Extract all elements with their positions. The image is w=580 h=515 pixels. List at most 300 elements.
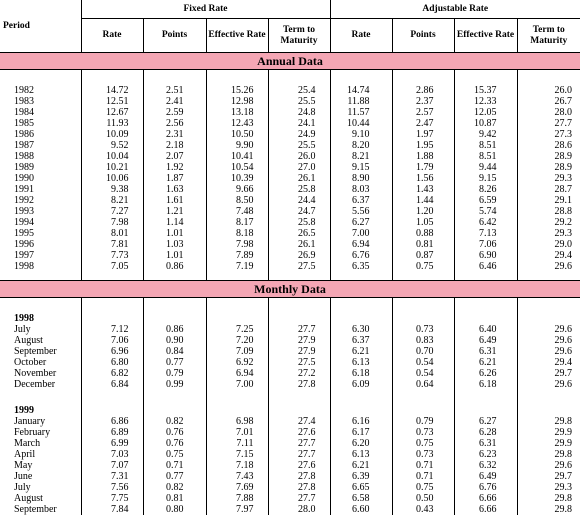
adjustable-term-cell: 29.6 xyxy=(554,460,573,471)
fixed-effective-rate-cell: 8.18 xyxy=(206,228,268,239)
adjustable-term-cell: 29.1 xyxy=(554,195,573,206)
fixed-term-cell: 26.1 xyxy=(268,173,330,184)
adjustable-effective-rate-cell: 6.59 xyxy=(454,195,517,206)
adjustable-term-column-header: Term to Maturity xyxy=(530,24,568,46)
adjustable-effective-rate-cell: 6.23 xyxy=(454,449,517,460)
adjustable-points-cell: 0.71 xyxy=(392,471,454,482)
adjustable-rate-cell: 8.20 xyxy=(330,140,392,151)
adjustable-term-cell: 29.8 xyxy=(554,416,573,427)
fixed-effective-rate-cell: 7.69 xyxy=(206,482,268,493)
fixed-points-cell: 0.82 xyxy=(143,416,206,427)
table-row xyxy=(0,173,580,184)
adjustable-effective-rate-cell: 12.05 xyxy=(454,107,517,118)
fixed-rate-cell: 6.96 xyxy=(81,346,143,357)
fixed-points-cell: 0.82 xyxy=(143,482,206,493)
spacer-cell xyxy=(206,313,268,324)
fixed-effective-rate-cell: 7.20 xyxy=(206,335,268,346)
period-cell: March xyxy=(0,438,81,449)
fixed-points-cell: 2.59 xyxy=(143,107,206,118)
fixed-points-cell: 0.81 xyxy=(143,493,206,504)
adjustable-term-cell: 28.0 xyxy=(554,107,573,118)
fixed-term-cell: 27.4 xyxy=(268,416,330,427)
adjustable-points-cell: 2.57 xyxy=(392,107,454,118)
adjustable-term-cell: 28.9 xyxy=(554,162,573,173)
adjustable-effective-rate-cell: 5.74 xyxy=(454,206,517,217)
fixed-rate-cell: 6.86 xyxy=(81,416,143,427)
adjustable-points-cell: 1.05 xyxy=(392,217,454,228)
adjustable-points-cell: 0.73 xyxy=(392,427,454,438)
spacer-cell xyxy=(454,298,517,314)
fixed-term-cell: 26.1 xyxy=(268,239,330,250)
adjustable-points-cell: 1.43 xyxy=(392,184,454,195)
fixed-rate-cell: 8.21 xyxy=(81,195,143,206)
adjustable-rate-cell: 6.94 xyxy=(330,239,392,250)
adjustable-rate-cell: 6.16 xyxy=(330,416,392,427)
table-row xyxy=(0,228,580,239)
adjustable-term-cell: 26.7 xyxy=(554,96,573,107)
fixed-term-cell: 24.9 xyxy=(268,129,330,140)
adjustable-points-cell: 2.47 xyxy=(392,118,454,129)
adjustable-points-cell: 0.75 xyxy=(392,482,454,493)
spacer-cell xyxy=(268,70,330,86)
fixed-points-cell: 2.51 xyxy=(143,85,206,96)
table-row xyxy=(0,438,580,449)
adjustable-term-cell: 28.7 xyxy=(554,184,573,195)
fixed-term-cell: 25.5 xyxy=(268,140,330,151)
table-row xyxy=(0,504,580,515)
group-header-row xyxy=(0,0,580,19)
period-cell: October xyxy=(0,357,81,368)
period-cell: 1989 xyxy=(0,162,81,173)
fixed-effective-rate-cell: 7.25 xyxy=(206,324,268,335)
period-cell: 1982 xyxy=(0,85,81,96)
spacer-cell xyxy=(206,272,268,281)
spacer-cell xyxy=(143,298,206,314)
fixed-effective-rate-cell: 7.88 xyxy=(206,493,268,504)
fixed-points-cell: 2.41 xyxy=(143,96,206,107)
fixed-points-cell: 0.80 xyxy=(143,504,206,515)
adjustable-points-cell: 2.37 xyxy=(392,96,454,107)
table-row xyxy=(0,206,580,217)
adjustable-effective-rate-cell: 9.15 xyxy=(454,173,517,184)
adjustable-effective-rate-cell: 6.66 xyxy=(454,493,517,504)
table-row xyxy=(0,379,580,390)
spacer-cell xyxy=(268,313,330,324)
spacer-cell xyxy=(392,313,454,324)
adjustable-effective-rate-cell: 6.49 xyxy=(454,471,517,482)
spacer-cell xyxy=(330,272,392,281)
year-label: 1998 xyxy=(0,313,81,324)
spacer-cell xyxy=(268,272,330,281)
adjustable-term-cell: 27.7 xyxy=(554,118,573,129)
adjustable-points-cell: 1.88 xyxy=(392,151,454,162)
table-row xyxy=(0,96,580,107)
period-cell: December xyxy=(0,379,81,390)
spacer-cell xyxy=(268,390,330,405)
adjustable-points-cell: 0.81 xyxy=(392,239,454,250)
adjustable-points-cell: 0.73 xyxy=(392,324,454,335)
spacer-cell xyxy=(143,272,206,281)
adjustable-points-cell: 2.86 xyxy=(392,85,454,96)
adjustable-rate-cell: 8.21 xyxy=(330,151,392,162)
adjustable-effective-rate-cell: 6.40 xyxy=(454,324,517,335)
fixed-term-cell: 27.7 xyxy=(268,493,330,504)
period-cell: 1992 xyxy=(0,195,81,206)
fixed-effective-rate-cell: 10.54 xyxy=(206,162,268,173)
fixed-points-cell: 0.76 xyxy=(143,438,206,449)
adjustable-effective-rate-cell: 6.27 xyxy=(454,416,517,427)
table-row xyxy=(0,85,580,96)
fixed-effective-rate-cell: 7.43 xyxy=(206,471,268,482)
fixed-effective-rate-cell: 8.50 xyxy=(206,195,268,206)
fixed-points-cell: 1.61 xyxy=(143,195,206,206)
adjustable-term-cell: 29.9 xyxy=(554,438,573,449)
adjustable-points-cell: 1.20 xyxy=(392,206,454,217)
fixed-rate-cell: 10.21 xyxy=(81,162,143,173)
fixed-points-cell: 2.56 xyxy=(143,118,206,129)
fixed-rate-cell: 14.72 xyxy=(81,85,143,96)
fixed-term-cell: 25.4 xyxy=(268,85,330,96)
fixed-rate-cell: 10.04 xyxy=(81,151,143,162)
adjustable-term-cell: 29.6 xyxy=(554,335,573,346)
fixed-effective-rate-cell: 7.89 xyxy=(206,250,268,261)
fixed-term-cell: 26.5 xyxy=(268,228,330,239)
adjustable-rate-cell: 6.09 xyxy=(330,379,392,390)
fixed-term-cell: 27.5 xyxy=(268,357,330,368)
fixed-term-cell: 27.0 xyxy=(268,162,330,173)
fixed-points-cell: 1.01 xyxy=(143,250,206,261)
period-cell: 1987 xyxy=(0,140,81,151)
fixed-rate-cell: 7.06 xyxy=(81,335,143,346)
spacer-cell xyxy=(517,313,580,324)
fixed-rate-cell: 6.82 xyxy=(81,368,143,379)
year-label-row xyxy=(0,405,580,416)
table-row xyxy=(0,162,580,173)
monthly-data-label: Monthly Data xyxy=(0,281,580,298)
spacer-cell xyxy=(206,390,268,405)
period-cell: November xyxy=(0,368,81,379)
spacer-cell xyxy=(517,298,580,314)
adjustable-rate-cell: 6.13 xyxy=(330,357,392,368)
spacer-cell xyxy=(392,390,454,405)
fixed-effective-rate-cell: 9.66 xyxy=(206,184,268,195)
adjustable-points-cell: 0.75 xyxy=(392,261,454,272)
adjustable-rate-cell: 11.88 xyxy=(330,96,392,107)
fixed-rate-cell: 6.80 xyxy=(81,357,143,368)
adjustable-points-cell: 0.50 xyxy=(392,493,454,504)
fixed-points-cell: 0.76 xyxy=(143,427,206,438)
adjustable-points-cell: 1.97 xyxy=(392,129,454,140)
adjustable-points-cell: 0.73 xyxy=(392,449,454,460)
period-cell: 1983 xyxy=(0,96,81,107)
table-row xyxy=(0,471,580,482)
fixed-effective-rate-cell: 8.17 xyxy=(206,217,268,228)
spacer-cell xyxy=(81,313,143,324)
fixed-effective-rate-cell: 7.01 xyxy=(206,427,268,438)
spacer-cell xyxy=(0,390,81,405)
fixed-term-cell: 27.7 xyxy=(268,449,330,460)
adjustable-term-cell: 28.8 xyxy=(554,206,573,217)
spacer-cell xyxy=(454,70,517,86)
period-cell: 1984 xyxy=(0,107,81,118)
period-cell: 1995 xyxy=(0,228,81,239)
adjustable-points-cell: 0.79 xyxy=(392,416,454,427)
period-cell: 1997 xyxy=(0,250,81,261)
fixed-points-cell: 0.90 xyxy=(143,335,206,346)
period-cell: 1998 xyxy=(0,261,81,272)
table-row xyxy=(0,140,580,151)
table-row xyxy=(0,118,580,129)
spacer-cell xyxy=(392,405,454,416)
fixed-rate-cell: 7.31 xyxy=(81,471,143,482)
fixed-rate-cell: 9.52 xyxy=(81,140,143,151)
adjustable-effective-rate-cell: 8.51 xyxy=(454,151,517,162)
fixed-term-cell: 24.1 xyxy=(268,118,330,129)
fixed-rate-cell: 6.89 xyxy=(81,427,143,438)
adjustable-term-cell: 29.7 xyxy=(554,471,573,482)
fixed-rate-cell: 7.07 xyxy=(81,460,143,471)
adjustable-points-cell: 0.54 xyxy=(392,368,454,379)
period-cell: July xyxy=(0,482,81,493)
fixed-effective-rate-cell: 10.50 xyxy=(206,129,268,140)
table-row xyxy=(0,107,580,118)
fixed-rate-cell: 11.93 xyxy=(81,118,143,129)
adjustable-rate-cell: 6.30 xyxy=(330,324,392,335)
adjustable-effective-rate-cell: 6.18 xyxy=(454,379,517,390)
table-row xyxy=(0,346,580,357)
adjustable-rate-cell: 6.37 xyxy=(330,335,392,346)
fixed-term-cell: 28.0 xyxy=(268,504,330,515)
spacer-row xyxy=(0,298,580,314)
adjustable-term-cell: 27.3 xyxy=(554,129,573,140)
fixed-effective-rate-cell: 13.18 xyxy=(206,107,268,118)
adjustable-term-cell: 29.4 xyxy=(554,250,573,261)
fixed-points-cell: 0.86 xyxy=(143,324,206,335)
spacer-cell xyxy=(454,313,517,324)
table-row xyxy=(0,449,580,460)
fixed-rate-cell: 12.51 xyxy=(81,96,143,107)
table-row xyxy=(0,151,580,162)
adjustable-term-cell: 26.0 xyxy=(554,85,573,96)
fixed-points-cell: 1.14 xyxy=(143,217,206,228)
adjustable-term-cell: 29.0 xyxy=(554,239,573,250)
adjustable-points-cell: 0.88 xyxy=(392,228,454,239)
table-row xyxy=(0,427,580,438)
adjustable-effective-rate-column-header: Effective Rate xyxy=(454,19,517,53)
year-label-row xyxy=(0,313,580,324)
adjustable-rate-cell: 7.00 xyxy=(330,228,392,239)
fixed-effective-rate-cell: 15.26 xyxy=(206,85,268,96)
adjustable-points-cell: 1.95 xyxy=(392,140,454,151)
period-cell: April xyxy=(0,449,81,460)
fixed-rate-cell: 6.84 xyxy=(81,379,143,390)
table-row xyxy=(0,357,580,368)
adjustable-points-cell: 0.75 xyxy=(392,438,454,449)
fixed-effective-rate-cell: 7.09 xyxy=(206,346,268,357)
period-cell: August xyxy=(0,493,81,504)
adjustable-points-cell: 1.79 xyxy=(392,162,454,173)
adjustable-points-column-header: Points xyxy=(392,19,454,53)
adjustable-rate-cell: 8.03 xyxy=(330,184,392,195)
fixed-rate-cell: 7.73 xyxy=(81,250,143,261)
fixed-points-cell: 0.77 xyxy=(143,471,206,482)
adjustable-rate-cell: 6.35 xyxy=(330,261,392,272)
fixed-effective-rate-cell: 7.15 xyxy=(206,449,268,460)
fixed-rate-cell: 7.56 xyxy=(81,482,143,493)
annual-data-section-header xyxy=(0,53,580,70)
fixed-term-cell: 27.9 xyxy=(268,346,330,357)
monthly-data-section-header xyxy=(0,281,580,298)
spacer-cell xyxy=(330,298,392,314)
spacer-cell xyxy=(206,70,268,86)
fixed-points-cell: 1.21 xyxy=(143,206,206,217)
fixed-points-cell: 1.01 xyxy=(143,228,206,239)
fixed-term-cell: 25.8 xyxy=(268,184,330,195)
adjustable-term-cell: 29.7 xyxy=(554,368,573,379)
adjustable-effective-rate-cell: 6.76 xyxy=(454,482,517,493)
spacer-row xyxy=(0,390,580,405)
adjustable-points-cell: 1.44 xyxy=(392,195,454,206)
period-cell: May xyxy=(0,460,81,471)
spacer-cell xyxy=(454,272,517,281)
fixed-term-column-header: Term to Maturity xyxy=(268,19,330,53)
spacer-cell xyxy=(206,298,268,314)
adjustable-rate-cell: 10.44 xyxy=(330,118,392,129)
adjustable-points-cell: 0.43 xyxy=(392,504,454,515)
table-row xyxy=(0,195,580,206)
fixed-rate-cell: 7.12 xyxy=(81,324,143,335)
fixed-points-cell: 0.99 xyxy=(143,379,206,390)
adjustable-effective-rate-cell: 6.21 xyxy=(454,357,517,368)
table-row xyxy=(0,482,580,493)
fixed-points-cell: 0.77 xyxy=(143,357,206,368)
annual-data-label: Annual Data xyxy=(0,53,580,70)
fixed-effective-rate-cell: 6.98 xyxy=(206,416,268,427)
adjustable-effective-rate-cell: 6.26 xyxy=(454,368,517,379)
spacer-cell xyxy=(330,70,392,86)
period-cell: August xyxy=(0,335,81,346)
period-cell: July xyxy=(0,324,81,335)
fixed-effective-rate-cell: 7.18 xyxy=(206,460,268,471)
adjustable-effective-rate-cell: 6.32 xyxy=(454,460,517,471)
adjustable-rate-cell: 6.18 xyxy=(330,368,392,379)
adjustable-rate-column-header: Rate xyxy=(330,19,392,53)
fixed-effective-rate-cell: 7.11 xyxy=(206,438,268,449)
fixed-term-cell: 27.6 xyxy=(268,460,330,471)
adjustable-effective-rate-cell: 12.33 xyxy=(454,96,517,107)
fixed-points-cell: 1.87 xyxy=(143,173,206,184)
period-column-header: Period xyxy=(0,0,81,53)
adjustable-rate-cell: 6.60 xyxy=(330,504,392,515)
table-row xyxy=(0,129,580,140)
period-cell: 1991 xyxy=(0,184,81,195)
adjustable-effective-rate-cell: 9.44 xyxy=(454,162,517,173)
fixed-effective-rate-cell: 10.39 xyxy=(206,173,268,184)
adjustable-effective-rate-cell: 6.90 xyxy=(454,250,517,261)
spacer-cell xyxy=(454,405,517,416)
fixed-rate-cell: 7.75 xyxy=(81,493,143,504)
period-cell: 1993 xyxy=(0,206,81,217)
adjustable-effective-rate-cell: 6.46 xyxy=(454,261,517,272)
spacer-cell xyxy=(143,313,206,324)
adjustable-effective-rate-cell: 9.42 xyxy=(454,129,517,140)
adjustable-effective-rate-cell: 6.31 xyxy=(454,438,517,449)
spacer-cell xyxy=(81,405,143,416)
period-cell: 1994 xyxy=(0,217,81,228)
fixed-points-column-header: Points xyxy=(143,19,206,53)
spacer-cell xyxy=(330,313,392,324)
spacer-cell xyxy=(81,70,143,86)
fixed-rate-cell: 7.84 xyxy=(81,504,143,515)
fixed-points-cell: 0.84 xyxy=(143,346,206,357)
period-cell: June xyxy=(0,471,81,482)
adjustable-term-cell: 29.4 xyxy=(554,357,573,368)
spacer-cell xyxy=(81,272,143,281)
adjustable-rate-cell: 6.58 xyxy=(330,493,392,504)
fixed-rate-cell: 12.67 xyxy=(81,107,143,118)
fixed-points-cell: 2.18 xyxy=(143,140,206,151)
adjustable-points-cell: 0.87 xyxy=(392,250,454,261)
fixed-rate-cell: 8.01 xyxy=(81,228,143,239)
adjustable-effective-rate-cell: 7.13 xyxy=(454,228,517,239)
fixed-points-cell: 0.71 xyxy=(143,460,206,471)
adjustable-term-cell: 29.8 xyxy=(554,504,573,515)
adjustable-rate-cell: 6.20 xyxy=(330,438,392,449)
fixed-effective-rate-cell: 7.48 xyxy=(206,206,268,217)
spacer-row xyxy=(0,272,580,281)
fixed-term-cell: 26.9 xyxy=(268,250,330,261)
adjustable-rate-cell: 6.21 xyxy=(330,460,392,471)
fixed-effective-rate-cell: 7.00 xyxy=(206,379,268,390)
adjustable-rate-cell: 6.39 xyxy=(330,471,392,482)
period-cell: 1990 xyxy=(0,173,81,184)
spacer-cell xyxy=(143,405,206,416)
fixed-points-cell: 0.75 xyxy=(143,449,206,460)
fixed-points-cell: 1.63 xyxy=(143,184,206,195)
spacer-cell xyxy=(392,272,454,281)
adjustable-rate-cell: 5.56 xyxy=(330,206,392,217)
fixed-rate-cell: 7.98 xyxy=(81,217,143,228)
adjustable-rate-group-header: Adjustable Rate xyxy=(330,0,580,19)
table-row xyxy=(0,239,580,250)
fixed-rate-cell: 7.05 xyxy=(81,261,143,272)
adjustable-effective-rate-cell: 6.28 xyxy=(454,427,517,438)
adjustable-rate-cell: 9.10 xyxy=(330,129,392,140)
period-cell: 1996 xyxy=(0,239,81,250)
adjustable-effective-rate-cell: 15.37 xyxy=(454,85,517,96)
period-cell: 1986 xyxy=(0,129,81,140)
spacer-cell xyxy=(81,298,143,314)
period-cell: September xyxy=(0,346,81,357)
spacer-cell xyxy=(517,405,580,416)
spacer-cell xyxy=(517,272,580,281)
table-row xyxy=(0,324,580,335)
table-row xyxy=(0,250,580,261)
table-row xyxy=(0,184,580,195)
fixed-term-cell: 25.8 xyxy=(268,217,330,228)
fixed-effective-rate-cell: 6.94 xyxy=(206,368,268,379)
fixed-term-cell: 27.2 xyxy=(268,368,330,379)
adjustable-rate-cell: 6.76 xyxy=(330,250,392,261)
fixed-effective-rate-cell: 12.98 xyxy=(206,96,268,107)
spacer-cell xyxy=(517,70,580,86)
adjustable-term-cell: 29.2 xyxy=(554,217,573,228)
adjustable-effective-rate-cell: 6.42 xyxy=(454,217,517,228)
fixed-effective-rate-cell: 12.43 xyxy=(206,118,268,129)
adjustable-effective-rate-cell: 6.49 xyxy=(454,335,517,346)
fixed-effective-rate-cell: 10.41 xyxy=(206,151,268,162)
adjustable-term-cell: 29.8 xyxy=(554,493,573,504)
